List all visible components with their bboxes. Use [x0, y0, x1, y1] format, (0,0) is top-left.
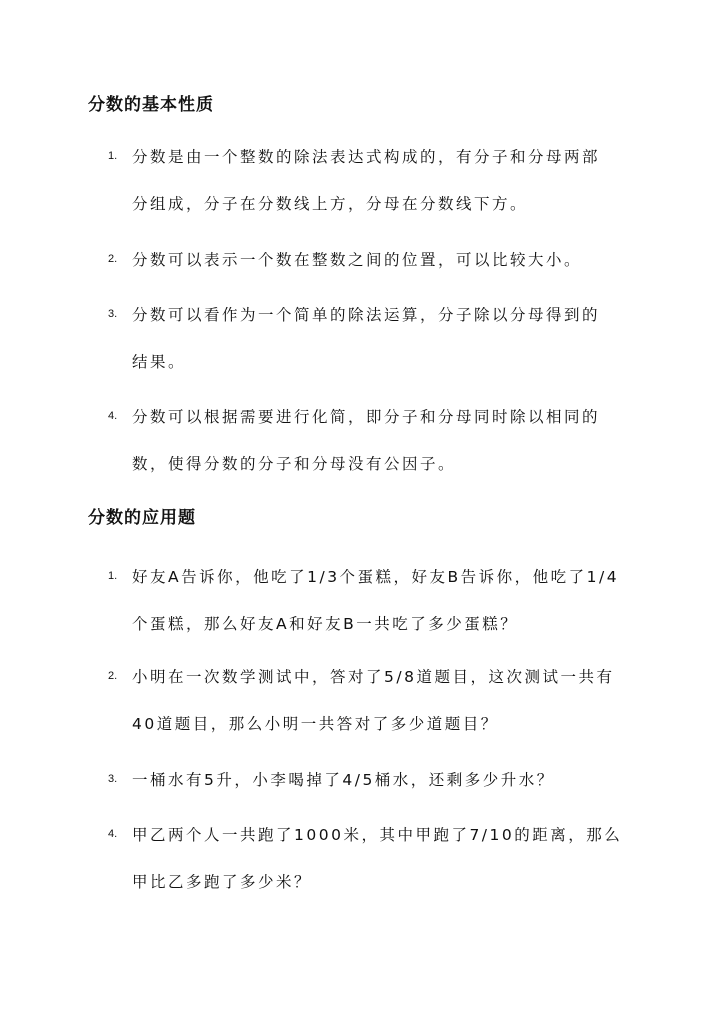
list-item-text	[132, 237, 642, 284]
list-number: 4.	[108, 828, 118, 840]
list-item-text	[132, 394, 642, 488]
text-line: 小明在一次数学测试中，答对了5/8道题目，这次测试一共有	[132, 668, 615, 686]
list-number: 4.	[108, 410, 118, 422]
text-line: 分组成，分子在分数线上方，分母在分数线下方。	[132, 195, 529, 213]
list-item-text	[132, 554, 642, 648]
list-number: 2.	[108, 253, 118, 265]
list-number: 1.	[108, 570, 118, 582]
section-heading: 分数的应用题	[88, 508, 196, 528]
text-line: 40道题目，那么小明一共答对了多少道题目？	[132, 715, 499, 733]
text-line: 个蛋糕，那么好友A和好友B一共吃了多少蛋糕？	[132, 615, 519, 633]
list-number: 3.	[108, 308, 118, 320]
list-item-text	[132, 134, 642, 228]
text-line: 分数可以根据需要进行化简，即分子和分母同时除以相同的	[132, 408, 601, 426]
text-line: 分数是由一个整数的除法表达式构成的，有分子和分母两部	[132, 148, 601, 166]
list-number: 1.	[108, 150, 118, 162]
list-item-text	[132, 757, 642, 804]
list-item-text	[132, 812, 642, 906]
list-item-text	[132, 292, 642, 386]
text-line: 结果。	[132, 353, 187, 371]
text-line: 分数可以看作为一个简单的除法运算，分子除以分母得到的	[132, 306, 601, 324]
text-line: 数，使得分数的分子和分母没有公因子。	[132, 455, 457, 473]
list-number: 3.	[108, 773, 118, 785]
text-line: 甲乙两个人一共跑了1000米，其中甲跑了7/10的距离，那么	[132, 826, 623, 844]
text-line: 好友A告诉你，他吃了1/3个蛋糕，好友B告诉你，他吃了1/4	[132, 568, 620, 586]
text-line: 分数可以表示一个数在整数之间的位置，可以比较大小。	[132, 251, 583, 269]
list-item-text	[132, 654, 642, 748]
section-heading: 分数的基本性质	[88, 95, 214, 115]
text-line: 甲比乙多跑了多少米？	[132, 873, 313, 891]
text-line: 一桶水有5升，小李喝掉了4/5桶水，还剩多少升水？	[132, 771, 555, 789]
list-number: 2.	[108, 670, 118, 682]
